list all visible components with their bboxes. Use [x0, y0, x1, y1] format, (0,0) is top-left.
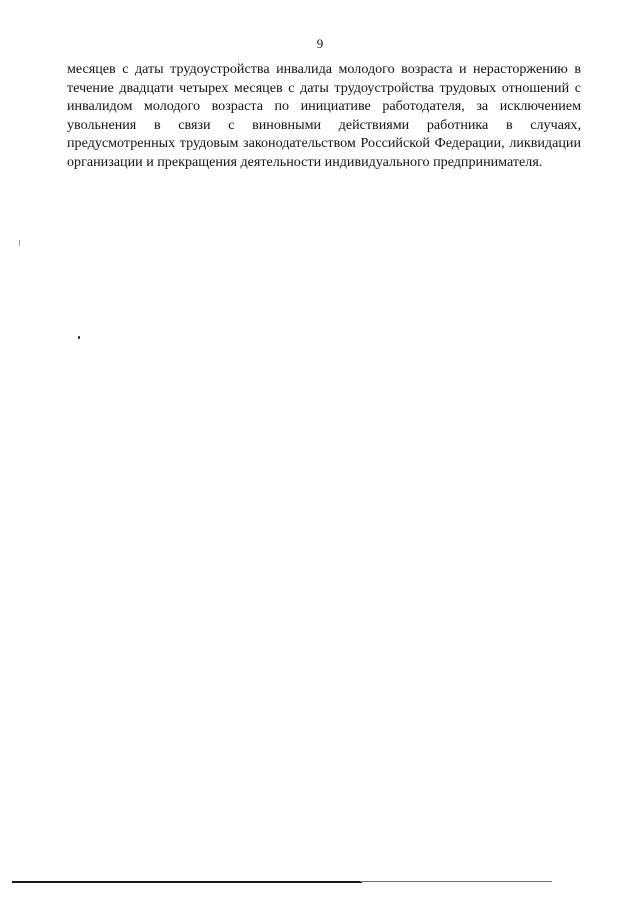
paragraph-line: предусмотренных трудовым законодательством Российской Федерации, ликвидации [67, 135, 581, 152]
scan-artifact-dot [78, 336, 80, 339]
paragraph-line: увольнения в связи с виновными действиями работника в случаях, [67, 116, 581, 133]
paragraph-line: организации и прекращения деятельности индивидуального предпринимателя. [67, 153, 543, 170]
paragraph-line: инвалидом молодого возраста по инициативе работодателя, за исключением [67, 98, 581, 115]
page-bottom-edge-line-faint [360, 881, 552, 882]
page-bottom-edge-line [12, 881, 362, 883]
paragraph-line: месяцев с даты трудоустройства инвалида молодого возраста и нерасторжению в [67, 61, 581, 77]
body-paragraph [67, 60, 581, 172]
paragraph-line: течение двадцати четырех месяцев с даты трудоустройства трудовых отношений с [67, 79, 581, 96]
scan-artifact-mark [19, 240, 20, 246]
page-number: 9 [316, 36, 324, 51]
